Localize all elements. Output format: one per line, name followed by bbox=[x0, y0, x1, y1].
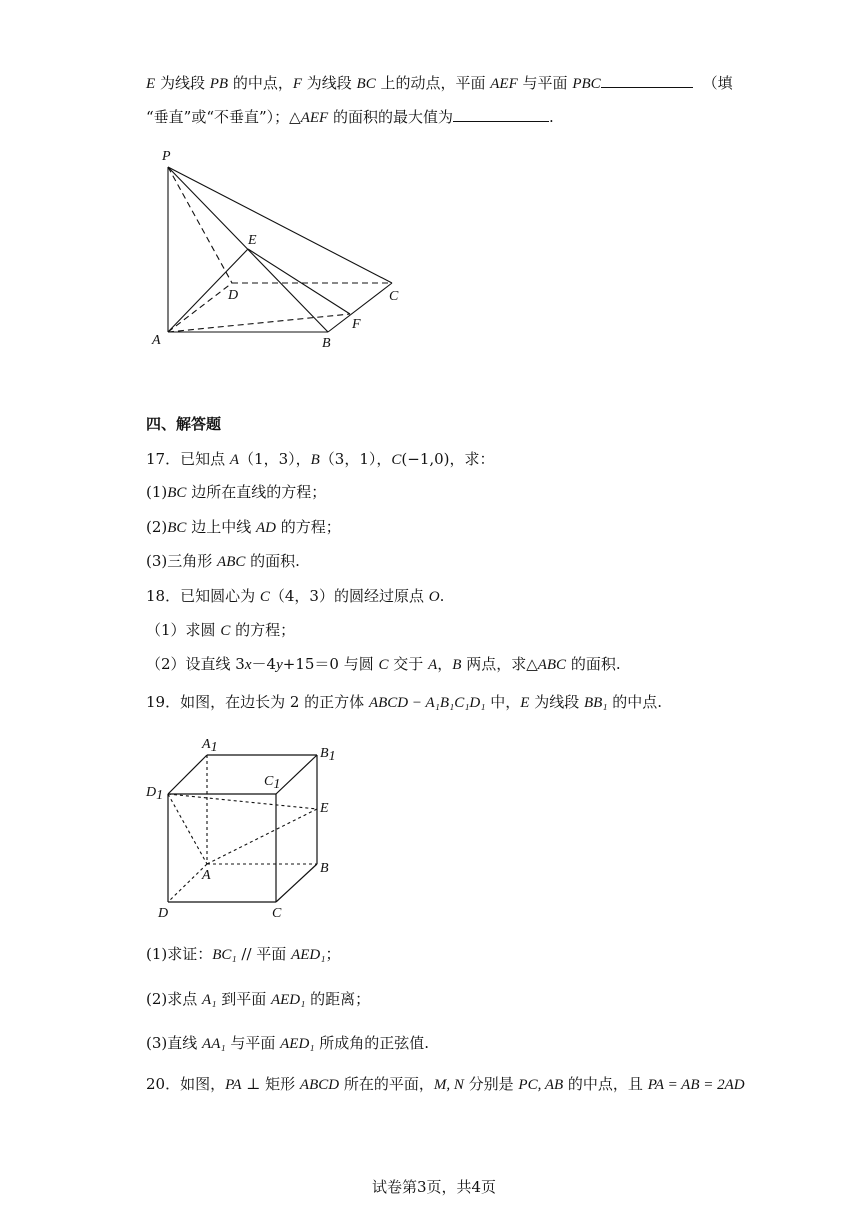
edge-PD bbox=[168, 167, 232, 283]
label-B: B bbox=[320, 861, 329, 876]
pyramid-figure bbox=[140, 140, 420, 355]
var-C: C bbox=[378, 657, 389, 673]
edge-AF bbox=[168, 314, 350, 332]
text: 19．如图，在边长为 2 的正方体 bbox=[146, 693, 369, 711]
q19-stem bbox=[146, 692, 662, 713]
label-D1: D1 bbox=[146, 785, 164, 803]
var-F: F bbox=[292, 76, 302, 92]
var-MN: M, N bbox=[433, 1077, 464, 1093]
text: 上的动点，平面 bbox=[375, 74, 491, 92]
text: 为线段 bbox=[529, 693, 584, 711]
text: 的距离； bbox=[305, 990, 371, 1008]
var-BC: BC bbox=[356, 76, 376, 92]
var-C: C bbox=[220, 623, 231, 639]
text: （填 bbox=[702, 74, 733, 92]
text: (2) bbox=[146, 518, 168, 536]
var-B: B bbox=[310, 452, 320, 468]
var-y: y bbox=[276, 657, 283, 673]
text: . bbox=[549, 108, 554, 126]
q19-part-2 bbox=[146, 989, 370, 1010]
var-ABCD: ABCD bbox=[299, 1077, 340, 1093]
cube-figure bbox=[140, 732, 350, 922]
var-AED1: AED₁ bbox=[270, 992, 306, 1008]
page-footer: 试卷第3页，共4页 bbox=[371, 1178, 497, 1196]
text: (1) bbox=[146, 483, 168, 501]
text: 的中点， bbox=[228, 74, 293, 92]
var-AD: AD bbox=[255, 520, 276, 536]
var-C: C bbox=[391, 452, 402, 468]
text: 18．已知圆心为 bbox=[146, 587, 260, 605]
edge-PC bbox=[168, 167, 392, 283]
var-BB1: BB₁ bbox=[583, 695, 608, 711]
section-title: 四、解答题 bbox=[146, 415, 222, 433]
text: (3)直线 bbox=[146, 1034, 203, 1052]
var-A1: A₁ bbox=[202, 992, 217, 1008]
label-D: D bbox=[228, 288, 239, 303]
label-A: A bbox=[152, 333, 161, 348]
text: 与平面 bbox=[225, 1034, 281, 1052]
var-BC1: BC₁ bbox=[212, 947, 237, 963]
var-BC: BC bbox=[167, 520, 187, 536]
text: . bbox=[439, 587, 445, 605]
answer-blank-1[interactable] bbox=[601, 73, 693, 88]
edge-EF bbox=[248, 249, 350, 314]
text: “垂直”或“不垂直”）；△ bbox=[146, 108, 301, 126]
coord-C: (−1,0) bbox=[401, 450, 450, 468]
text: 到平面 bbox=[216, 990, 271, 1008]
var-B: B bbox=[452, 657, 462, 673]
label-C: C bbox=[389, 289, 399, 304]
q19-part-3 bbox=[146, 1033, 429, 1054]
text: 两点，求△ bbox=[461, 655, 538, 673]
q18-part-1 bbox=[146, 620, 295, 641]
text: 的中点. bbox=[607, 693, 663, 711]
label-B: B bbox=[322, 336, 331, 351]
text: （3，1）， bbox=[319, 450, 392, 468]
text: 与平面 bbox=[517, 74, 573, 92]
text: 的面积. bbox=[566, 655, 621, 673]
var-AED1: AED₁ bbox=[291, 947, 326, 963]
label-F: F bbox=[352, 317, 361, 332]
text: 所成角的正弦值. bbox=[314, 1034, 430, 1052]
var-PB: PB bbox=[209, 76, 229, 92]
equation: PA = AB = 2AD bbox=[647, 1077, 745, 1093]
text: 为线段 bbox=[155, 74, 210, 92]
label-E: E bbox=[248, 233, 257, 248]
label-D: D bbox=[158, 906, 169, 921]
var-AA1: AA₁ bbox=[202, 1036, 226, 1052]
text: 20．如图， bbox=[146, 1075, 226, 1093]
var-ABC: ABC bbox=[537, 657, 567, 673]
text: （1）求圆 bbox=[146, 621, 221, 639]
text: ⊥ 矩形 bbox=[241, 1075, 300, 1093]
text: 的中点，且 bbox=[563, 1075, 648, 1093]
text: 所在的平面， bbox=[339, 1075, 434, 1093]
label-P: P bbox=[162, 149, 171, 164]
var-E: E bbox=[146, 76, 156, 92]
label-A: A bbox=[202, 868, 211, 883]
q17-stem bbox=[146, 449, 495, 470]
answer-blank-2[interactable] bbox=[453, 107, 549, 122]
var-PA: PA bbox=[225, 1077, 242, 1093]
q19-part-1 bbox=[146, 944, 340, 965]
text: ； bbox=[325, 945, 341, 963]
q17-part-2 bbox=[146, 517, 341, 538]
q16-line-2 bbox=[146, 107, 554, 128]
var-E: E bbox=[520, 695, 530, 711]
text: 边所在直线的方程； bbox=[186, 483, 327, 501]
text: （2）设直线 3 bbox=[146, 655, 245, 673]
text: 的方程； bbox=[275, 518, 341, 536]
label-B1: B1 bbox=[320, 746, 336, 764]
q18-part-2 bbox=[146, 654, 621, 675]
text: 分别是 bbox=[463, 1075, 519, 1093]
text: (2)求点 bbox=[146, 990, 203, 1008]
text: 边上中线 bbox=[186, 518, 256, 536]
text: 为线段 bbox=[302, 74, 357, 92]
var-A: A bbox=[229, 452, 240, 468]
var-BC: BC bbox=[167, 485, 187, 501]
var-AED1: AED₁ bbox=[280, 1036, 315, 1052]
q18-stem bbox=[146, 586, 444, 607]
var-C: C bbox=[259, 589, 270, 605]
text: ， bbox=[437, 655, 453, 673]
label-A1: A1 bbox=[202, 737, 218, 755]
text: (3)三角形 bbox=[146, 552, 218, 570]
q16-line-1 bbox=[146, 73, 733, 94]
text: 的方程； bbox=[230, 621, 296, 639]
var-AEF: AEF bbox=[300, 110, 329, 126]
label-C: C bbox=[272, 906, 282, 921]
text: －4 bbox=[251, 655, 277, 673]
label-E: E bbox=[320, 801, 329, 816]
text: // 平面 bbox=[236, 945, 292, 963]
label-C1: C1 bbox=[264, 774, 281, 792]
text: 的面积. bbox=[245, 552, 300, 570]
text: 交于 bbox=[388, 655, 429, 673]
text: 的面积的最大值为 bbox=[328, 108, 453, 126]
var-O: O bbox=[428, 589, 440, 605]
edge-AD bbox=[168, 283, 232, 332]
text: ，求： bbox=[449, 450, 495, 468]
text: (1)求证： bbox=[146, 945, 213, 963]
var-ABC: ABC bbox=[217, 554, 246, 570]
q17-part-3 bbox=[146, 551, 300, 572]
text: 17．已知点 bbox=[146, 450, 230, 468]
var-PBC: PBC bbox=[572, 76, 601, 92]
q17-part-1 bbox=[146, 482, 326, 503]
var-cube: ABCD − A₁B₁C₁D₁ bbox=[368, 695, 486, 711]
var-x: x bbox=[244, 657, 252, 673]
var-AEF: AEF bbox=[490, 76, 518, 92]
text: （4，3）的圆经过原点 bbox=[269, 587, 429, 605]
var-PC-AB: PC, AB bbox=[518, 1077, 564, 1093]
q20-stem bbox=[146, 1074, 745, 1095]
text: +15＝0 与圆 bbox=[282, 655, 379, 673]
text: 中， bbox=[485, 693, 521, 711]
text: （1，3）， bbox=[239, 450, 311, 468]
var-A: A bbox=[428, 657, 438, 673]
